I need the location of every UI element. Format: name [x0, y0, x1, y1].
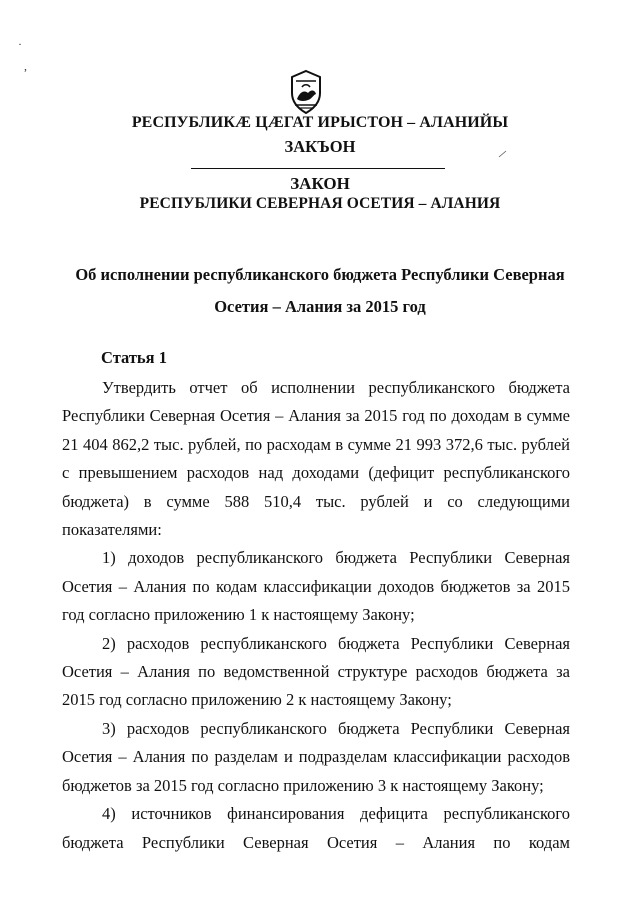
law-title-line-2: Осетия – Алания за 2015 год	[214, 297, 426, 316]
header-ossetian-law: ЗАКЪОН	[284, 137, 356, 156]
scan-speck: ,	[24, 59, 27, 73]
header-russian-law: ЗАКОН	[290, 174, 350, 193]
article-body	[62, 374, 570, 857]
coat-of-arms-emblem	[286, 69, 326, 115]
list-item: 3) расходов республиканского бюджета Республики Северная Осетия – Алания по разделам и подразделам классификации расходов бюджетов за 2015 год согласно приложению 3 к настоящему Закону;	[62, 718, 570, 795]
header-divider	[191, 168, 445, 169]
pen-mark	[498, 150, 508, 158]
list-item: 2) расходов республиканского бюджета Республики Северная Осетия – Алания по ведомственной структуре расходов бюджета за 2015 год согласно приложению 2 к настоящему Закону;	[62, 633, 570, 710]
law-title-line-1: Об исполнении республиканского бюджета Республики Северная	[75, 265, 565, 284]
scan-speck: ·	[18, 37, 22, 51]
list-item: 1) доходов республиканского бюджета Республики Северная Осетия – Алания по кодам классификации доходов бюджетов за 2015 год согласно приложению 1 к настоящему Закону;	[62, 548, 570, 625]
list-item: 4) источников финансирования дефицита республиканского бюджета Республики Северная Осетия – Алания по кодам	[62, 804, 570, 852]
article-intro-paragraph: Утвердить отчет об исполнении республиканского бюджета Республики Северная Осетия – Алания за 2015 год по доходам в сумме 21 404 862,2 тыс. рублей, по расходам в сумме 21 993 372,6 тыс. рублей с превышением расходов над доходами (дефицит республиканского бюджета) в сумме 588 510,4 тыс. рублей и со следующими показателями:	[62, 378, 570, 540]
header-ossetian-republic: РЕСПУБЛИКӔ ЦӔГАТ ИРЫСТОН – АЛАНИЙЫ	[131, 114, 509, 131]
header-russian-republic: РЕСПУБЛИКИ СЕВЕРНАЯ ОСЕТИЯ – АЛАНИЯ	[139, 195, 501, 212]
article-heading: Статья 1	[101, 348, 167, 367]
